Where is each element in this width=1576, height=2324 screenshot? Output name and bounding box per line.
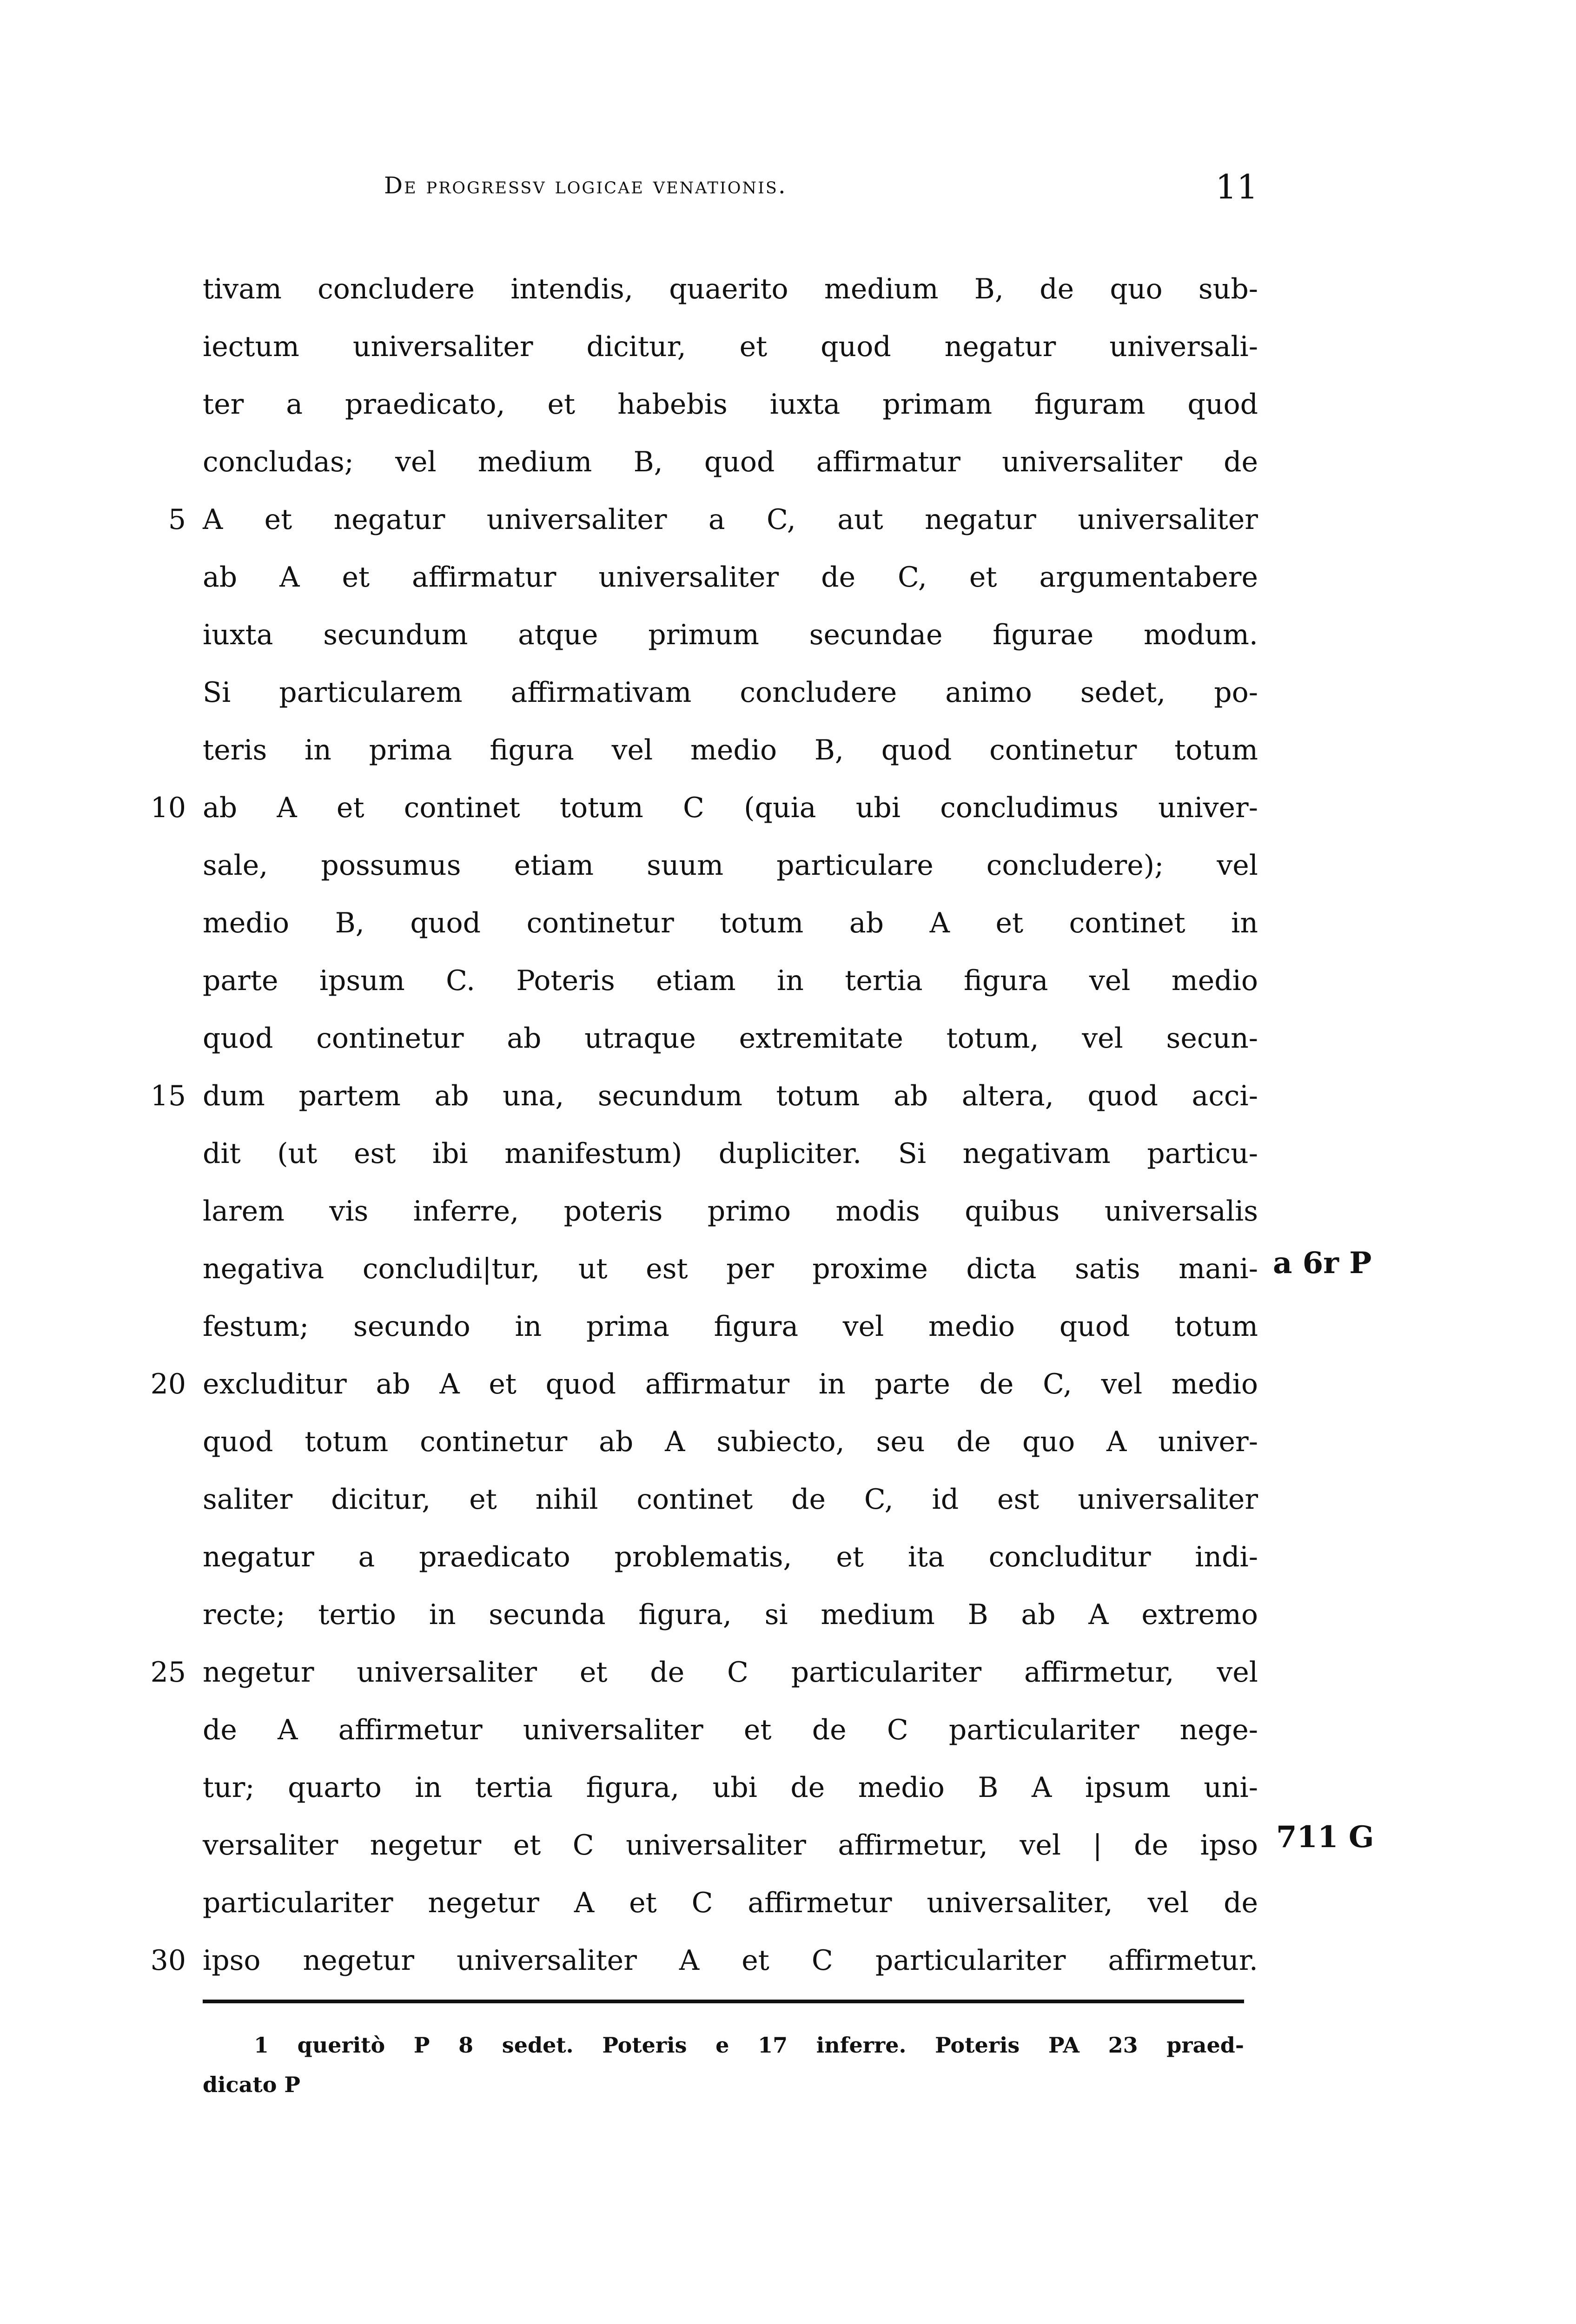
text-line xyxy=(203,1874,1258,1932)
text-line xyxy=(203,491,1258,548)
text-line xyxy=(203,1182,1258,1240)
text-line-content: tur; quarto in tertia figura, ubi de medio B A ipsum uni- xyxy=(203,1771,1258,1804)
text-line-content: iectum universaliter dicitur, et quod negatur universali- xyxy=(203,330,1258,363)
text-line xyxy=(203,1932,1258,1989)
text-line-content: teris in prima figura vel medio B, quod continetur totum xyxy=(203,734,1258,766)
text-line-content: Si particularem affirmativam concludere animo sedet, po- xyxy=(203,676,1258,709)
line-number-spacer xyxy=(139,1586,186,1644)
text-line xyxy=(203,1298,1258,1355)
text-line xyxy=(203,1701,1258,1759)
text-line-content: concludas; vel medium B, quod affirmatur universaliter de xyxy=(203,446,1258,478)
text-line-content: ipso negetur universaliter A et C particulariter affirmetur. xyxy=(203,1944,1258,1977)
text-line-content: quod continetur ab utraque extremitate totum, vel secun- xyxy=(203,1022,1258,1055)
text-line-content: excluditur ab A et quod affirmatur in parte de C, vel medio xyxy=(203,1368,1258,1400)
text-line xyxy=(203,779,1258,837)
text-line xyxy=(203,1528,1258,1586)
marginal-note: a 6r P xyxy=(1273,1246,1372,1281)
line-number-spacer xyxy=(139,1759,186,1816)
line-number-spacer xyxy=(139,1010,186,1067)
text-line xyxy=(203,548,1258,606)
line-number-spacer xyxy=(139,1701,186,1759)
line-number-spacer xyxy=(139,606,186,664)
text-line-content: larem vis inferre, poteris primo modis quibus universalis xyxy=(203,1195,1258,1228)
text-line-content: ter a praedicato, et habebis iuxta primam figuram quod xyxy=(203,388,1258,421)
text-line-content: particulariter negetur A et C affirmetur universaliter, vel de xyxy=(203,1887,1258,1919)
text-line xyxy=(203,1759,1258,1816)
line-number-spacer xyxy=(139,260,186,318)
line-number-spacer xyxy=(139,1125,186,1182)
text-line xyxy=(203,1125,1258,1182)
footnote-line: 1 queritò P 8 sedet. Poteris e 17 inferre. Poteris PA 23 praed- xyxy=(254,2033,1244,2058)
line-number-spacer xyxy=(139,894,186,952)
text-line xyxy=(203,1413,1258,1471)
text-line-content: negetur universaliter et de C particulariter affirmetur, vel xyxy=(203,1656,1258,1689)
marginal-note: 711 G xyxy=(1276,1820,1374,1855)
main-text xyxy=(203,260,1258,1989)
page-number: 11 xyxy=(1215,167,1258,206)
text-line xyxy=(203,664,1258,721)
line-number-spacer xyxy=(139,433,186,491)
text-line xyxy=(203,1586,1258,1644)
text-line-content: negativa concludi|tur, ut est per proxime dicta satis mani- xyxy=(203,1253,1258,1285)
line-number: 15 xyxy=(150,1080,186,1112)
text-line-content: A et negatur universaliter a C, aut negatur universaliter xyxy=(203,503,1258,536)
text-line-content: dum partem ab una, secundum totum ab altera, quod acci- xyxy=(203,1080,1258,1112)
text-line xyxy=(203,721,1258,779)
text-line-content: quod totum continetur ab A subiecto, seu de quo A univer- xyxy=(203,1426,1258,1458)
page-header xyxy=(203,167,1258,209)
line-number-spacer xyxy=(139,318,186,376)
text-line xyxy=(203,952,1258,1010)
line-number-spacer xyxy=(139,1471,186,1528)
text-line-content: sale, possumus etiam suum particulare concludere); vel xyxy=(203,849,1258,882)
line-number-spacer xyxy=(139,1240,186,1298)
line-numbers xyxy=(139,260,186,1989)
line-number-spacer xyxy=(139,376,186,433)
line-number-spacer xyxy=(139,1528,186,1586)
text-line-content: versaliter negetur et C universaliter affirmetur, vel | de ipso xyxy=(203,1829,1258,1862)
text-line-content: recte; tertio in secunda figura, si medium B ab A extremo xyxy=(203,1598,1258,1631)
line-number-spacer xyxy=(139,1816,186,1874)
line-number: 5 xyxy=(168,503,186,536)
text-line xyxy=(203,376,1258,433)
line-number-spacer xyxy=(139,1298,186,1355)
line-number: 30 xyxy=(150,1944,186,1977)
line-number-spacer xyxy=(139,1413,186,1471)
text-line xyxy=(203,1067,1258,1125)
text-line xyxy=(203,606,1258,664)
text-line xyxy=(203,1240,1258,1298)
text-line-content: ab A et affirmatur universaliter de C, et argumentabere xyxy=(203,561,1258,594)
text-line xyxy=(203,1816,1258,1874)
line-number-spacer xyxy=(139,1874,186,1932)
text-line-content: dit (ut est ibi manifestum) dupliciter. Si negativam particu- xyxy=(203,1137,1258,1170)
text-line xyxy=(203,1010,1258,1067)
text-line xyxy=(203,894,1258,952)
running-title: De progressv logicae venationis. xyxy=(384,172,787,199)
line-number-spacer xyxy=(139,837,186,894)
text-line xyxy=(203,1644,1258,1701)
line-number: 25 xyxy=(150,1656,186,1689)
line-number-spacer xyxy=(139,952,186,1010)
text-line xyxy=(203,837,1258,894)
text-line-content: saliter dicitur, et nihil continet de C, id est universaliter xyxy=(203,1483,1258,1516)
text-line-content: iuxta secundum atque primum secundae figurae modum. xyxy=(203,619,1258,651)
line-number-spacer xyxy=(139,664,186,721)
text-line xyxy=(203,1355,1258,1413)
text-line-content: medio B, quod continetur totum ab A et continet in xyxy=(203,907,1258,939)
text-line-content: ab A et continet totum C (quia ubi concludimus univer- xyxy=(203,792,1258,824)
line-number: 20 xyxy=(150,1368,186,1400)
text-line-content: tivam concludere intendis, quaerito medium B, de quo sub- xyxy=(203,273,1258,305)
line-number-spacer xyxy=(139,1182,186,1240)
text-line-content: parte ipsum C. Poteris etiam in tertia figura vel medio xyxy=(203,964,1258,997)
line-number-spacer xyxy=(139,721,186,779)
line-number-spacer xyxy=(139,548,186,606)
footnote-rule xyxy=(203,2000,1244,2003)
text-line-content: festum; secundo in prima figura vel medio quod totum xyxy=(203,1310,1258,1343)
line-number: 10 xyxy=(150,792,186,824)
text-line xyxy=(203,318,1258,376)
text-line xyxy=(203,433,1258,491)
footnote-line: dicato P xyxy=(203,2072,300,2097)
text-line xyxy=(203,260,1258,318)
text-line-content: negatur a praedicato problematis, et ita concluditur indi- xyxy=(203,1541,1258,1573)
text-line xyxy=(203,1471,1258,1528)
text-line-content: de A affirmetur universaliter et de C particulariter nege- xyxy=(203,1714,1258,1746)
